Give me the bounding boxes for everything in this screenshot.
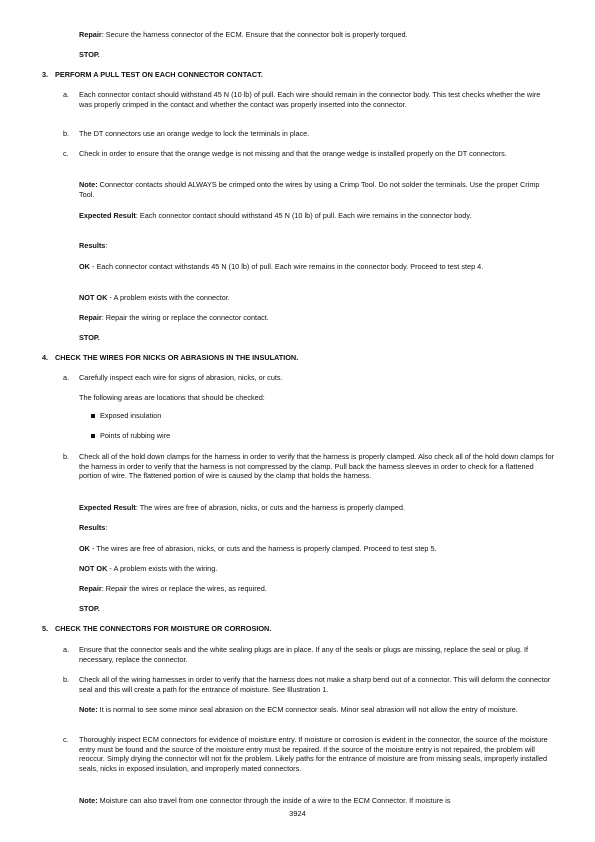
not-ok-text: - A problem exists with the wiring. <box>107 564 218 573</box>
repair-instruction <box>79 313 553 323</box>
note-label: Note: <box>79 705 98 714</box>
not-ok-text: - A problem exists with the connector. <box>107 293 230 302</box>
step-5a-text: Ensure that the connector seals and the white sealing plugs are in place. If any of the seals or plugs are missing, replace the seal or plug. If necessary, replace the connector. <box>79 645 529 664</box>
result-ok <box>79 262 553 272</box>
stop-label: STOP. <box>79 50 100 59</box>
expected-result-label: Expected Result <box>79 211 136 220</box>
step-3b-text: The DT connectors use an orange wedge to lock the terminals in place. <box>79 129 310 138</box>
results-colon: : <box>105 523 108 532</box>
repair-instruction <box>79 30 549 40</box>
step-3a-letter: a. <box>63 90 70 99</box>
note-moisture-travel <box>79 796 553 806</box>
step-3b-letter: b. <box>63 129 70 138</box>
results-label: Results <box>79 523 106 532</box>
note-seal-abrasion <box>79 705 553 715</box>
expected-result <box>79 503 553 513</box>
repair-text: : Repair the wires or replace the wires, as required. <box>101 584 267 593</box>
results-heading <box>79 523 107 533</box>
ok-label: OK <box>79 262 90 271</box>
step-5b-letter: b. <box>63 675 70 684</box>
expected-result-label: Expected Result <box>79 503 136 512</box>
step-4b-text: Check all of the hold down clamps for the harness in order to verify that the harness is properly clamped. Also check all of the hold down clamps for the harness in order to verify that the harness is not compressed by the clamp. Pull back the harness sleeves in order to check for a flattened portion of wire. The flattened portion of wire is caused by the clamp that holds the harness. <box>79 452 554 481</box>
step-3-number: 3. <box>42 70 49 79</box>
note-crimp-tool <box>79 180 553 199</box>
step-4a-areas-intro: The following areas are locations that should be checked: <box>79 393 265 402</box>
repair-text: : Repair the wiring or replace the connector contact. <box>101 313 269 322</box>
ok-label: OK <box>79 544 90 553</box>
expected-result-text: : The wires are free of abrasion, nicks, or cuts and the harness is properly clamped. <box>135 503 405 512</box>
step-4-title: CHECK THE WIRES FOR NICKS OR ABRASIONS IN THE INSULATION. <box>55 353 299 362</box>
step-5c-letter: c. <box>63 735 69 744</box>
note-label: Note: <box>79 796 98 805</box>
stop-label: STOP. <box>79 604 100 613</box>
expected-result <box>79 211 553 221</box>
bullet-item: Points of rubbing wire <box>100 431 171 440</box>
step-3c-text: Check in order to ensure that the orange wedge is not missing and that the orange wedge is installed properly on the DT connectors. <box>79 149 507 158</box>
step-5c-text: Thoroughly inspect ECM connectors for evidence of moisture entry. If moisture or corrosion is evident in the connector, the source of the moisture entry must be found and the source of the moisture entry must be repaired. If the source of the moisture entry is not repaired, the problem will reoccur. Simply drying the connector will not fix the problem. Likely paths for the entrance of moisture are from missing seals, improperly installed seals, nicks in exposed insulation, and improperly mated connectors. <box>79 735 548 773</box>
step-4a-text: Carefully inspect each wire for signs of abrasion, nicks, or cuts. <box>79 373 283 382</box>
repair-text: : Secure the harness connector of the ECM. Ensure that the connector bolt is properly torqued. <box>101 30 408 39</box>
repair-label: Repair <box>79 584 102 593</box>
bullet-icon <box>91 414 95 418</box>
step-4-number: 4. <box>42 353 49 362</box>
step-5a-letter: a. <box>63 645 70 654</box>
step-3c-letter: c. <box>63 149 69 158</box>
ok-text: - The wires are free of abrasion, nicks, or cuts and the harness is properly clamped. Proceed to test step 5. <box>89 544 437 553</box>
step-3-title: PERFORM A PULL TEST ON EACH CONNECTOR CONTACT. <box>55 70 263 79</box>
note-text: It is normal to see some minor seal abrasion on the ECM connector seals. Minor seal abrasion will not allow the entry of moisture. <box>97 705 518 714</box>
results-heading <box>79 241 107 251</box>
step-5-title: CHECK THE CONNECTORS FOR MOISTURE OR CORROSION. <box>55 624 272 633</box>
ok-text: - Each connector contact withstands 45 N (10 lb) of pull. Each wire remains in the connector body. Proceed to test step 4. <box>89 262 484 271</box>
note-text: Moisture can also travel from one connector through the inside of a wire to the ECM Connector. If moisture is <box>97 796 451 805</box>
result-not-ok <box>79 293 553 303</box>
step-5b-text: Check all of the wiring harnesses in order to verify that the harness does not make a sharp bend out of a connector. This will deform the connector seal and this will create a path for the entrance of moisture. See Illustration 1. <box>79 675 551 694</box>
stop-label: STOP. <box>79 333 100 342</box>
repair-instruction <box>79 584 553 594</box>
expected-result-text: : Each connector contact should withstand 45 N (10 lb) of pull. Each wire remains in the connector body. <box>135 211 472 220</box>
bullet-item: Exposed insulation <box>100 411 162 420</box>
repair-label: Repair <box>79 30 102 39</box>
result-ok <box>79 544 553 554</box>
not-ok-label: NOT OK <box>79 564 108 573</box>
step-4b-letter: b. <box>63 452 70 461</box>
not-ok-label: NOT OK <box>79 293 108 302</box>
page-number: 3924 <box>289 809 306 818</box>
repair-label: Repair <box>79 313 102 322</box>
step-3a-text: Each connector contact should withstand 45 N (10 lb) of pull. Each wire should remain in the connector body. This test checks whether the wire was properly crimped in the contact and whether the contact was properly inserted into the connector. <box>79 90 541 109</box>
bullet-icon <box>91 434 95 438</box>
result-not-ok <box>79 564 553 574</box>
results-label: Results <box>79 241 106 250</box>
note-label: Note: <box>79 180 98 189</box>
step-5-number: 5. <box>42 624 49 633</box>
note-text: Connector contacts should ALWAYS be crimped onto the wires by using a Crimp Tool. Do not solder the terminals. Use the proper Crimp Tool. <box>79 180 540 199</box>
results-colon: : <box>105 241 108 250</box>
step-4a-letter: a. <box>63 373 70 382</box>
